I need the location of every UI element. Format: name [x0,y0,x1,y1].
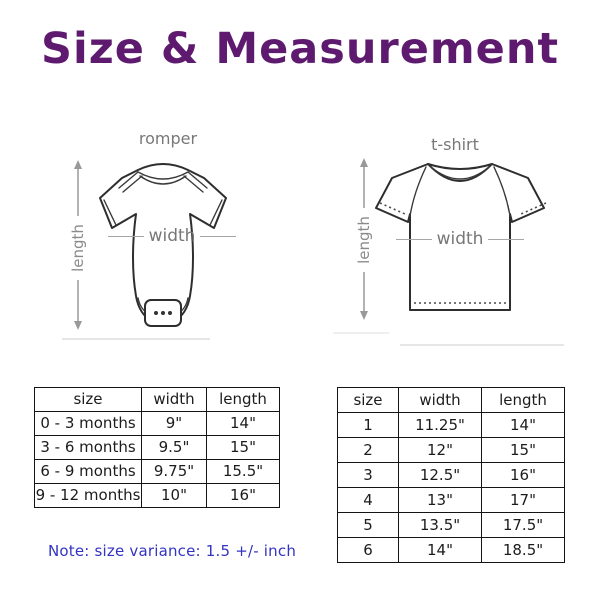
width-dash-line [108,236,144,237]
size-cell: 1 [338,413,399,438]
col-header-width: width [142,388,207,412]
width-cell: 9" [142,412,207,436]
width-cell: 14" [399,538,482,563]
length-cell: 14" [482,413,565,438]
size-cell: 9 - 12 months [35,484,142,508]
col-header-length: length [482,388,565,413]
table-row [338,538,565,563]
length-cell: 15.5" [207,460,280,484]
width-cell: 9.75" [142,460,207,484]
size-cell: 5 [338,513,399,538]
table-row [35,436,280,460]
size-cell: 3 [338,463,399,488]
romper-size-table [34,387,280,508]
col-header-size: size [35,388,142,412]
tshirt-length-label: length [356,208,372,272]
romper-label: romper [138,129,198,148]
width-cell: 13.5" [399,513,482,538]
width-cell: 11.25" [399,413,482,438]
note-text: Note: size variance: 1.5 +/- inch [48,542,297,560]
length-cell: 14" [207,412,280,436]
length-cell: 17" [482,488,565,513]
size-cell: 2 [338,438,399,463]
table-row [338,463,565,488]
tshirt-shadow-line-small [333,332,389,334]
length-cell: 15" [482,438,565,463]
table-row [35,484,280,508]
table-row [338,488,565,513]
length-cell: 16" [207,484,280,508]
romper-shadow-line [62,338,210,340]
length-cell: 16" [482,463,565,488]
tshirt-width-label: width [396,229,524,249]
width-cell: 12" [399,438,482,463]
length-cell: 17.5" [482,513,565,538]
table-row [35,460,280,484]
table-row [338,513,565,538]
table-row [338,413,565,438]
romper-length-label: length [70,216,86,280]
table-header-row [338,388,565,413]
size-cell: 4 [338,488,399,513]
tshirt-shadow-line [400,344,564,346]
width-cell: 13" [399,488,482,513]
table-header-row [35,388,280,412]
tshirt-size-table [337,387,565,563]
size-cell: 3 - 6 months [35,436,142,460]
size-cell: 6 [338,538,399,563]
width-dash-line [396,239,432,240]
table-row [35,412,280,436]
width-cell: 9.5" [142,436,207,460]
length-cell: 18.5" [482,538,565,563]
tshirt-label: t-shirt [431,135,479,154]
table-row [338,438,565,463]
width-dash-line [488,239,524,240]
page-title: Size & Measurement [40,24,560,74]
col-header-width: width [399,388,482,413]
col-header-size: size [338,388,399,413]
col-header-length: length [207,388,280,412]
romper-width-label: width [108,226,236,246]
width-cell: 10" [142,484,207,508]
size-cell: 0 - 3 months [35,412,142,436]
length-cell: 15" [207,436,280,460]
width-cell: 12.5" [399,463,482,488]
size-cell: 6 - 9 months [35,460,142,484]
width-dash-line [200,236,236,237]
